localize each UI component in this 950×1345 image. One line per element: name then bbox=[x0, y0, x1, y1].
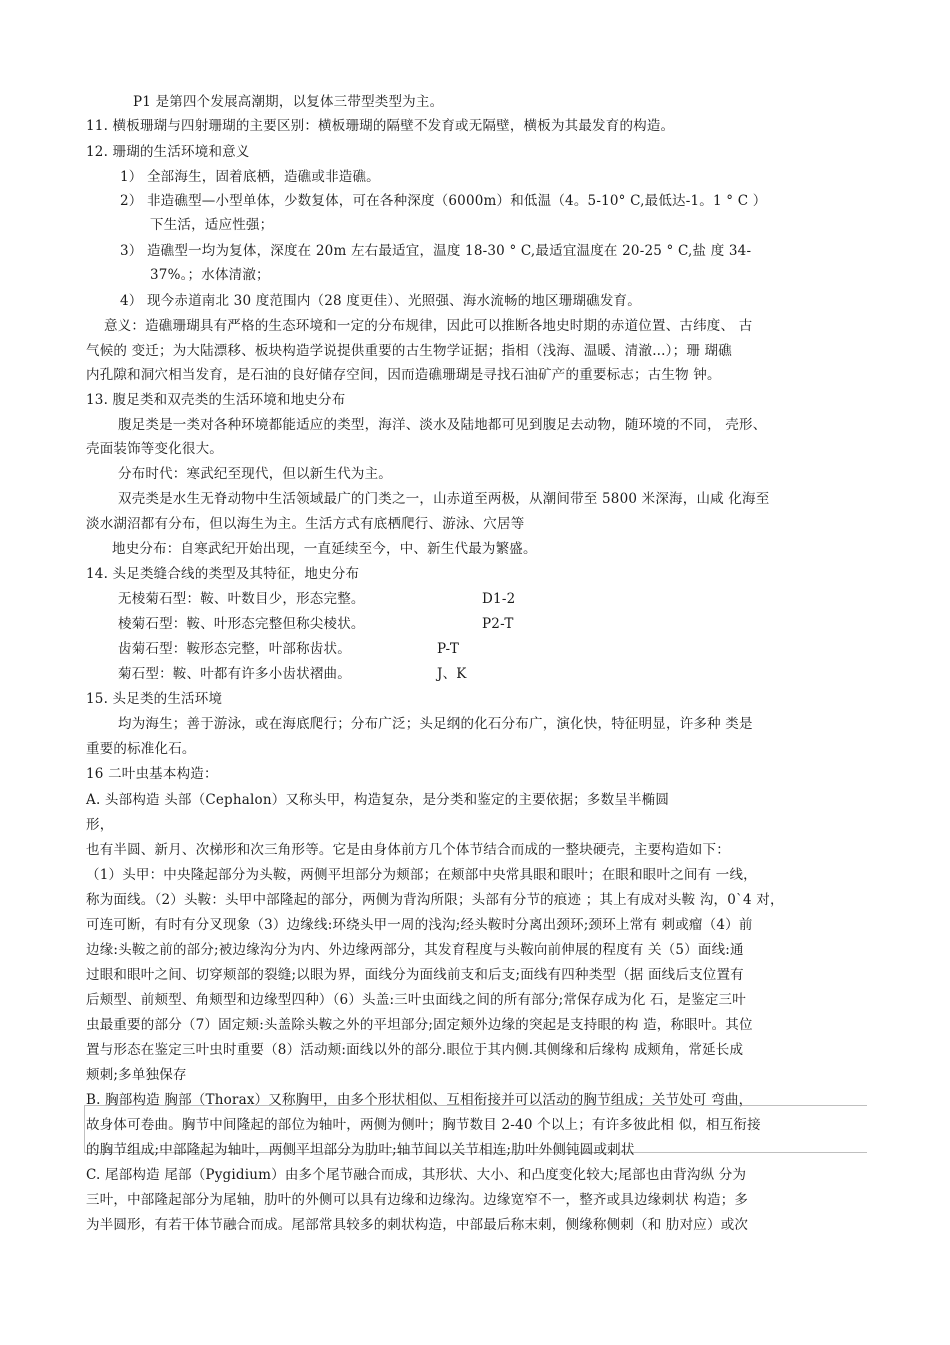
suture-age: D1-2 bbox=[482, 591, 516, 607]
heading-15: 15. 头足类的生活环境 bbox=[86, 691, 223, 707]
paragraph-line: 气候的 变迁；为大陆漂移、板块构造学说提供重要的古生物学证据；指相（浅海、温暖、清澈...）；珊 瑚礁 bbox=[86, 343, 732, 359]
suture-type: 齿菊石型：鞍形态完整，叶部称齿状。 bbox=[118, 641, 351, 657]
suture-age: P-T bbox=[437, 641, 460, 657]
paragraph-line: 虫最重要的部分（7）固定颊:头盖除头鞍之外的平坦部分;固定颊外边缘的突起是支持眼的构 造，称眼叶。其位 bbox=[86, 1017, 753, 1033]
paragraph-line: 地史分布：自寒武纪开始出现，一直延续至今，中、新生代最为繁盛。 bbox=[112, 541, 537, 557]
paragraph-line: 称为面线。（2）头鞍：头甲中部隆起的部分，两侧为背沟所限；头部有分节的痕迹 ；其上有成对头鞍 沟，0`4 对， bbox=[86, 892, 784, 908]
suture-type: 棱菊石型：鞍、叶形态完整但称尖棱状。 bbox=[118, 616, 365, 632]
list-item: 1） 全部海生，固着底栖，造礁或非造礁。 bbox=[120, 169, 380, 185]
paragraph-line: 置与形态在鉴定三叶虫时重要（8）活动颊:面线以外的部分.眼位于其内侧.其侧缘和后缘构 成颊角，常延长成 bbox=[86, 1042, 744, 1058]
paragraph-line: 三叶，中部隆起部分为尾轴，肋叶的外侧可以具有边缘和边缘沟。边缘宽窄不一，整齐或具边缘刺状 构造；多 bbox=[86, 1192, 749, 1208]
heading-11: 11. 横板珊瑚与四射珊瑚的主要区别：横板珊瑚的隔壁不发育或无隔壁，横板为其最发育的构造。 bbox=[86, 118, 675, 134]
paragraph-line: 过眼和眼叶之间、切穿颊部的裂缝;以眼为界，面线分为面线前支和后支;面线有四种类型（据 面线后支位置有 bbox=[86, 967, 744, 983]
paragraph-line: 边缘:头鞍之前的部分;被边缘沟分为内、外边缘两部分，其发育程度与头鞍向前伸展的程度有 关（5）面线:通 bbox=[86, 942, 744, 958]
suture-age: J、K bbox=[437, 666, 467, 682]
paragraph-line: 后颊型、前颊型、角颊型和边缘型四种）（6）头盖:三叶虫面线之间的所有部分;常保存成为化 石，是鉴定三叶 bbox=[86, 992, 746, 1008]
paragraph-line: 壳面装饰等变化很大。 bbox=[86, 441, 223, 457]
paragraph-line: 双壳类是水生无脊动物中生活领域最广的门类之一，山赤道至两极，从潮间带至 5800 米深海，山咸 化海至 bbox=[118, 491, 770, 507]
section-c-heading: C. 尾部构造 尾部（Pygidium）由多个尾节融合而成，其形状、大小、和凸度变化较大;尾部也由背沟纵 分为 bbox=[86, 1167, 747, 1183]
paragraph-line: 意义：造礁珊瑚具有严格的生态环境和一定的分布规律，因此可以推断各地史时期的赤道位置、古纬度、 古 bbox=[104, 318, 753, 334]
paragraph-line: 分布时代：寒武纪至现代，但以新生代为主。 bbox=[118, 466, 392, 482]
paragraph-line: 颊刺;多单独保存 bbox=[86, 1067, 187, 1083]
suture-age: P2-T bbox=[482, 616, 514, 632]
list-item: 3） 造礁型一均为复体，深度在 20m 左右最适宜，温度 18-30 ° C,最适宜温度在 20-25 ° C,盐 度 34- bbox=[120, 243, 752, 259]
paragraph-line: 可连可断，有时有分叉现象（3）边缘线:环绕头甲一周的浅沟;经头鞍时分离出颈环;颈环上常有 刺或瘤（4）前 bbox=[86, 917, 753, 933]
list-item-cont: 下生活，适应性强； bbox=[150, 217, 274, 233]
section-a-heading: A. 头部构造 头部（Cephalon）又称头甲，构造复杂，是分类和鉴定的主要依据；多数呈半椭圆 bbox=[86, 792, 670, 808]
paragraph-line: 故身体可卷曲。胸节中间隆起的部位为轴叶，两侧为侧叶；胸节数目 2-40 个以上；有许多彼此相 似，相互衔接 bbox=[86, 1117, 761, 1133]
heading-14: 14. 头足类缝合线的类型及其特征，地史分布 bbox=[86, 566, 360, 582]
heading-16: 16 二叶虫基本构造： bbox=[86, 766, 218, 782]
paragraph-line: 的胸节组成;中部隆起为轴叶，两侧平坦部分为肋叶;轴节间以关节相连;肋叶外侧钝圆或刺状 bbox=[86, 1142, 635, 1158]
suture-type: 无棱菊石型：鞍、叶数目少，形态完整。 bbox=[118, 591, 365, 607]
paragraph-line: 也有半圆、新月、次梯形和次三角形等。它是由身体前方几个体节结合而成的一整块硬壳，主要构造如下： bbox=[86, 842, 730, 858]
paragraph-line: 均为海生；善于游泳，或在海底爬行；分布广泛；头足纲的化石分布广，演化快，特征明显，许多种 类是 bbox=[118, 716, 753, 732]
paragraph-line: 内孔隙和洞穴相当发育，是石油的良好储存空间，因而造礁珊瑚是寻找石油矿产的重要标志；古生物 钟。 bbox=[86, 367, 721, 383]
paragraph-line: 淡水湖沼都有分布，但以海生为主。生活方式有底栖爬行、游泳、穴居等 bbox=[86, 516, 525, 532]
heading-13: 13. 腹足类和双壳类的生活环境和地史分布 bbox=[86, 392, 346, 408]
list-item-cont: 37%。；水体清澈； bbox=[150, 267, 270, 283]
paragraph-line: 腹足类是一类对各种环境都能适应的类型，海洋、淡水及陆地都可见到腹足去动物，随环境的不同， 壳形、 bbox=[118, 417, 767, 433]
section-b-heading: B. 胸部构造 胸部（Thorax）又称胸甲，由多个形状相似、互相衔接并可以活动的胸节组成；关节处可 弯曲， bbox=[86, 1092, 753, 1108]
heading-12: 12. 珊瑚的生活环境和意义 bbox=[86, 144, 250, 160]
suture-type: 菊石型：鞍、叶都有许多小齿状褶曲。 bbox=[118, 666, 351, 682]
paragraph-line: 形， bbox=[86, 817, 114, 833]
line-p1: P1 是第四个发展高潮期，以复体三带型类型为主。 bbox=[133, 94, 444, 110]
list-item: 2） 非造礁型—小型单体，少数复体，可在各种深度（6000m）和低温（4。5-10° C,最低达-1。1 ° C ） bbox=[120, 193, 767, 209]
paragraph-line: （1）头甲：中央隆起部分为头鞍，两侧平坦部分为颊部；在颊部中央常具眼和眼叶；在眼和眼叶之间有 一线， bbox=[86, 867, 757, 883]
paragraph-line: 重要的标准化石。 bbox=[86, 741, 196, 757]
list-item: 4） 现今赤道南北 30 度范围内（28 度更佳）、光照强、海水流畅的地区珊瑚礁发育。 bbox=[120, 293, 641, 309]
paragraph-line: 为半圆形，有若干体节融合而成。尾部常具较多的刺状构造，中部最后称末刺，侧缘称侧刺（和 肋对应）或次 bbox=[86, 1217, 749, 1233]
